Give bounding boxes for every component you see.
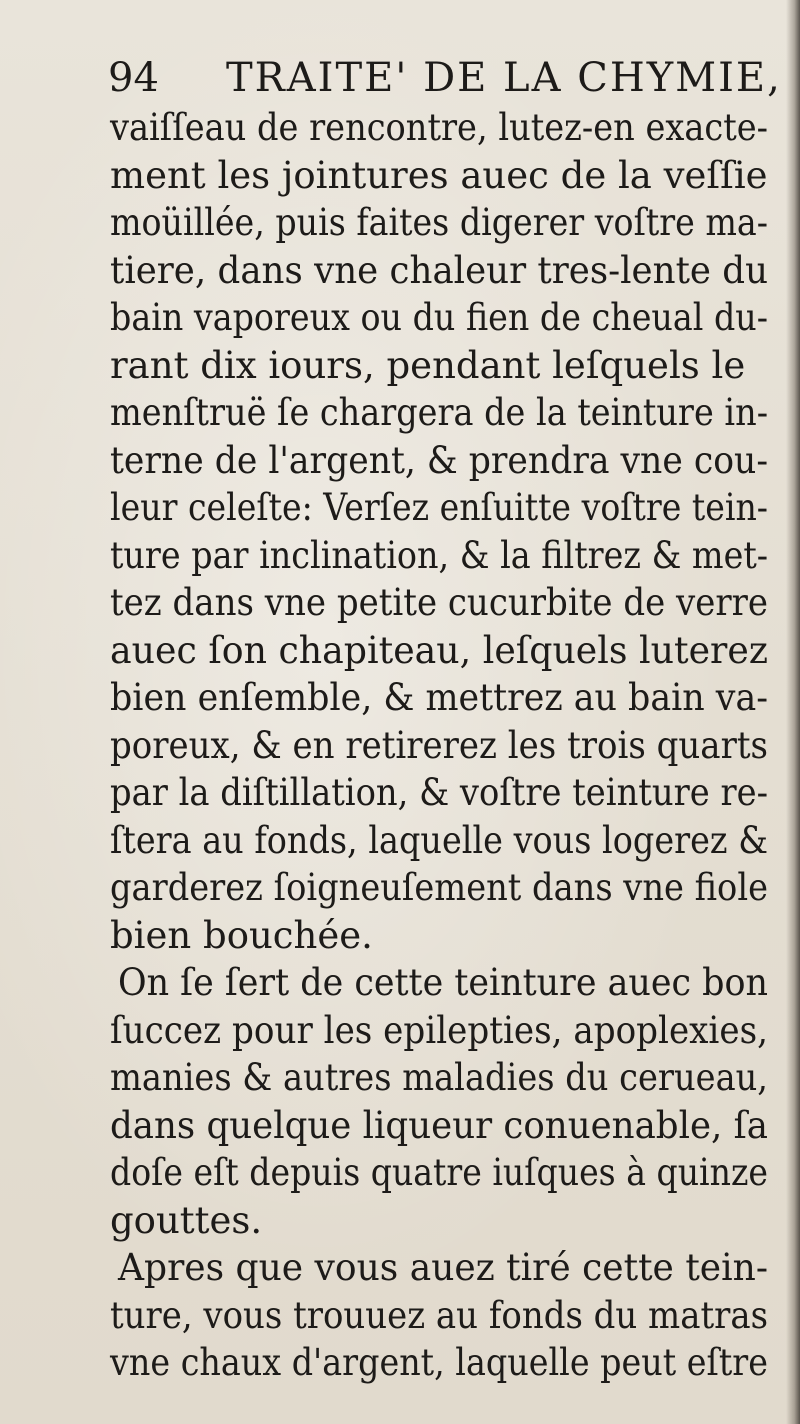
text-line: On ſe ſert de cette teinture auec bon bbox=[118, 961, 769, 1004]
text-line: Apres que vous auez tiré cette tein- bbox=[118, 1246, 769, 1289]
page-header bbox=[108, 50, 782, 106]
text-line: vaiſſeau de rencontre, lutez-en exacte- bbox=[110, 106, 768, 149]
text-line: poreux, & en retirerez les trois quarts bbox=[110, 723, 768, 767]
text-line: bien enſemble, & mettrez au bain va- bbox=[110, 676, 769, 719]
text-line: moüillée, puis faites digerer voſtre ma- bbox=[110, 201, 768, 244]
text-line: tez dans vne petite cucurbite de verre bbox=[110, 581, 769, 624]
text-line: rant dix iours, pendant leſquels le bbox=[110, 343, 746, 387]
text-line: menſtruë ſe chargera de la teinture in- bbox=[110, 391, 769, 434]
text-line: ture par inclination, & la filtrez & met- bbox=[110, 533, 769, 577]
text-line: auec ſon chapiteau, leſquels luterez bbox=[110, 628, 768, 672]
text-line: gouttes. bbox=[110, 1198, 263, 1242]
text-line: leur celeſte: Verſez enſuitte voſtre tein- bbox=[110, 486, 769, 529]
text-line: ſuccez pour les epilepties, apoplexies, bbox=[110, 1008, 768, 1052]
text-line: terne de l'argent, & prendra vne cou- bbox=[110, 438, 769, 482]
body-text bbox=[78, 104, 768, 1387]
text-line: par la diſtillation, & voſtre teinture re- bbox=[110, 771, 768, 814]
text-line: garderez ſoigneuſement dans vne fiole bbox=[110, 866, 769, 909]
text-line: ture, vous trouuez au fonds du matras bbox=[110, 1293, 769, 1337]
text-line: doſe eſt depuis quatre iuſques à quinze bbox=[110, 1151, 769, 1194]
running-title: TRAITE' DE LA CHYMIE, bbox=[226, 55, 782, 101]
text-line: tiere, dans vne chaleur tres-lente du bbox=[110, 248, 769, 292]
page-number: 94 bbox=[108, 55, 159, 101]
text-line: dans quelque liqueur conuenable, ſa bbox=[110, 1103, 769, 1147]
text-line: vne chaux d'argent, laquelle peut eſtre bbox=[110, 1341, 769, 1384]
text-line: manies & autres maladies du cerueau, bbox=[110, 1056, 769, 1099]
text-line: bien bouchée. bbox=[110, 913, 373, 957]
text-line: ment les jointures auec de la veſſie bbox=[110, 153, 768, 197]
text-line: bain vaporeux ou du fien de cheual du- bbox=[110, 296, 769, 339]
text-line: ſtera au fonds, laquelle vous logerez & bbox=[110, 818, 768, 862]
